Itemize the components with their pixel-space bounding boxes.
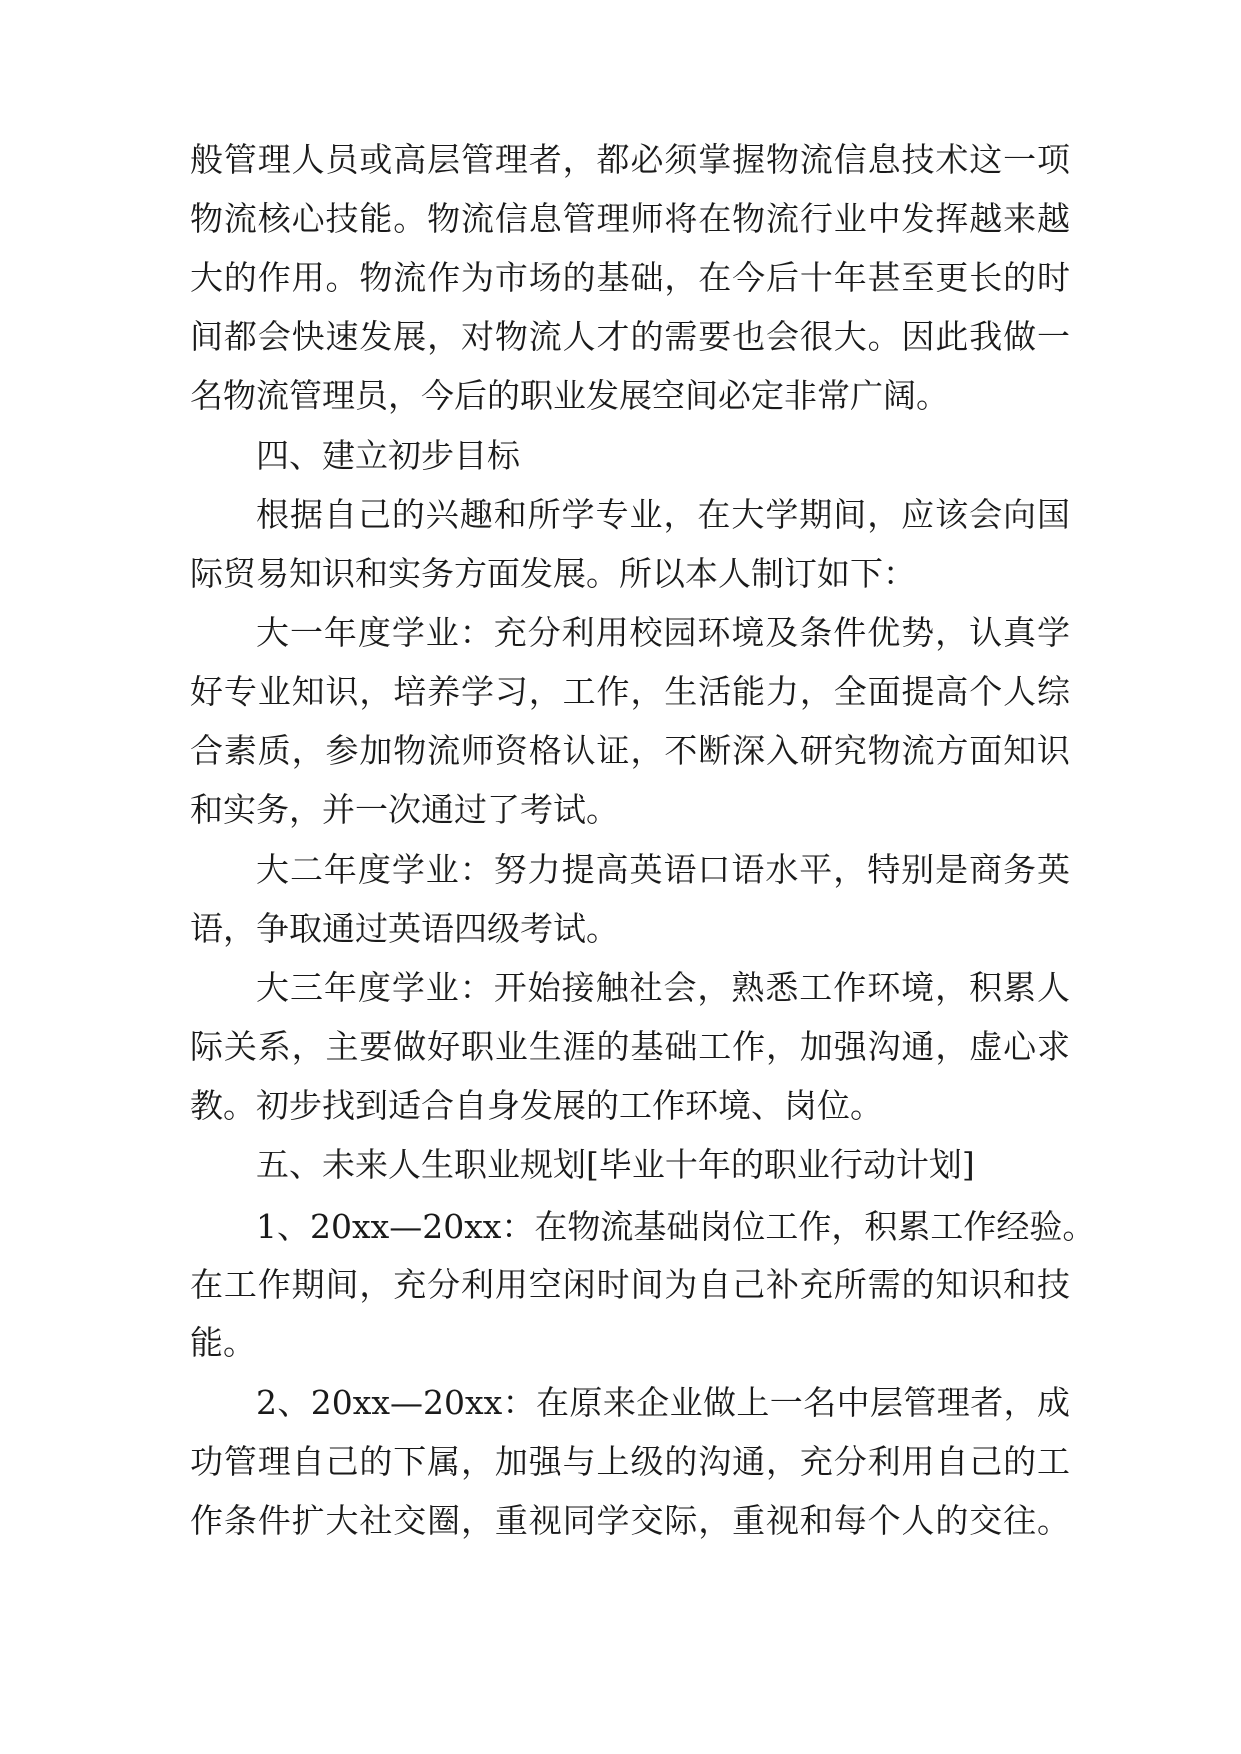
- text-line: 大二年度学业：努力提高英语口语水平，特别是商务英: [256, 850, 1070, 889]
- text-line: 般管理人员或高层管理者，都必须掌握物流信息技术这一项: [190, 140, 1070, 179]
- text-line: 1、20xx—20xx：在物流基础岗位工作，积累工作经验。: [256, 1207, 1096, 1246]
- text-line: 名物流管理员，今后的职业发展空间必定非常广阔。: [190, 376, 949, 415]
- text-line: 四、建立初步目标: [256, 436, 520, 475]
- text-line: 功管理自己的下属，加强与上级的沟通，充分利用自己的工: [190, 1442, 1070, 1481]
- text-line: 能。: [190, 1323, 256, 1362]
- text-line: 大一年度学业：充分利用校园环境及条件优势，认真学: [256, 613, 1070, 652]
- text-line: 语，争取通过英语四级考试。: [190, 909, 619, 948]
- text-line: 际贸易知识和实务方面发展。所以本人制订如下：: [190, 554, 916, 593]
- text-line: 大三年度学业：开始接触社会，熟悉工作环境，积累人: [256, 968, 1070, 1007]
- text-line: 物流核心技能。物流信息管理师将在物流行业中发挥越来越: [190, 199, 1070, 238]
- text-line: 间都会快速发展，对物流人才的需要也会很大。因此我做一: [190, 317, 1070, 356]
- text-line: 根据自己的兴趣和所学专业，在大学期间，应该会向国: [256, 495, 1070, 534]
- text-line: 际关系，主要做好职业生涯的基础工作，加强沟通，虚心求: [190, 1027, 1070, 1066]
- text-line: 好专业知识，培养学习，工作，生活能力，全面提高个人综: [190, 672, 1070, 711]
- text-line: 2、20xx—20xx：在原来企业做上一名中层管理者，成: [256, 1383, 1070, 1422]
- text-line: 大的作用。物流作为市场的基础，在今后十年甚至更长的时: [190, 258, 1070, 297]
- text-line: 合素质，参加物流师资格认证，不断深入研究物流方面知识: [190, 731, 1070, 770]
- text-line: 五、未来人生职业规划[毕业十年的职业行动计划]: [256, 1145, 975, 1184]
- text-line: 在工作期间，充分利用空闲时间为自己补充所需的知识和技: [190, 1265, 1070, 1304]
- text-line: 教。初步找到适合自身发展的工作环境、岗位。: [190, 1086, 883, 1125]
- text-line: 和实务，并一次通过了考试。: [190, 790, 619, 829]
- text-line: 作条件扩大社交圈，重视同学交际，重视和每个人的交往。: [190, 1501, 1070, 1540]
